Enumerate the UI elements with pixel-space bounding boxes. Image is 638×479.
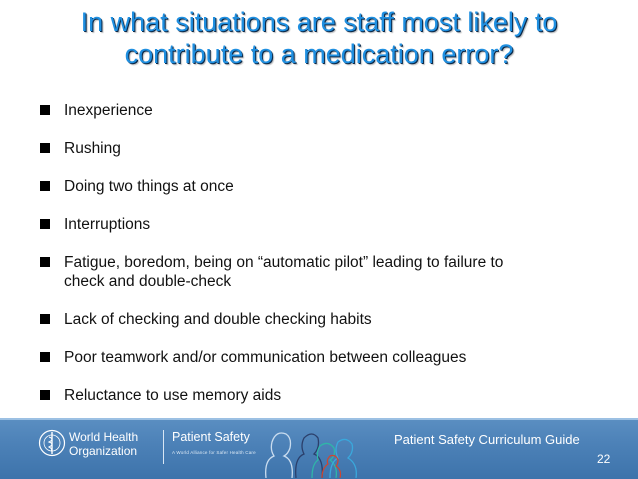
square-bullet-icon [40,143,50,153]
bullet-item [38,101,618,120]
patient-safety-subtitle: A World Alliance for Safer Health Care [172,450,256,455]
square-bullet-icon [40,257,50,267]
bullet-text: Interruptions [64,216,151,233]
bullet-item [38,386,618,405]
bullet-item [38,177,618,196]
bullet-text: Poor teamwork and/or communication between colleagues [64,349,467,366]
slide-title [0,6,638,70]
square-bullet-icon [40,105,50,115]
who-name-line-1: World Health [69,430,139,444]
bullet-text-line-1: Fatigue, boredom, being on “automatic pilot” leading to failure to [64,254,504,271]
bullet-text: Lack of checking and double checking habits [64,311,372,328]
bullet-text: Doing two things at once [64,178,234,195]
square-bullet-icon [40,390,50,400]
staff-silhouettes-illustration [256,420,366,478]
page-number: 22 [597,452,611,466]
bullet-text: Inexperience [64,102,153,119]
slide-title-line-1: In what situations are staff most likely to [80,7,558,37]
square-bullet-icon [40,352,50,362]
bullet-text: Rushing [64,140,121,157]
bullet-text-line-2: check and double-check [64,273,232,290]
who-name-line-2: Organization [69,444,138,458]
bullet-item [38,348,618,367]
patient-safety-title: Patient Safety [172,430,250,444]
square-bullet-icon [40,314,50,324]
curriculum-guide-label: Patient Safety Curriculum Guide [394,432,580,447]
logo-divider [163,430,164,464]
slide-title-line-2: contribute to a medication error? [124,39,514,69]
bullet-text: Reluctance to use memory aids [64,387,282,404]
square-bullet-icon [40,219,50,229]
square-bullet-icon [40,181,50,191]
bullet-item [38,215,618,234]
bullet-item [38,139,618,158]
who-wordmark [69,430,138,458]
who-emblem-icon [38,429,66,457]
bullet-list [38,101,618,424]
bullet-item [38,253,618,291]
bullet-item [38,310,618,329]
